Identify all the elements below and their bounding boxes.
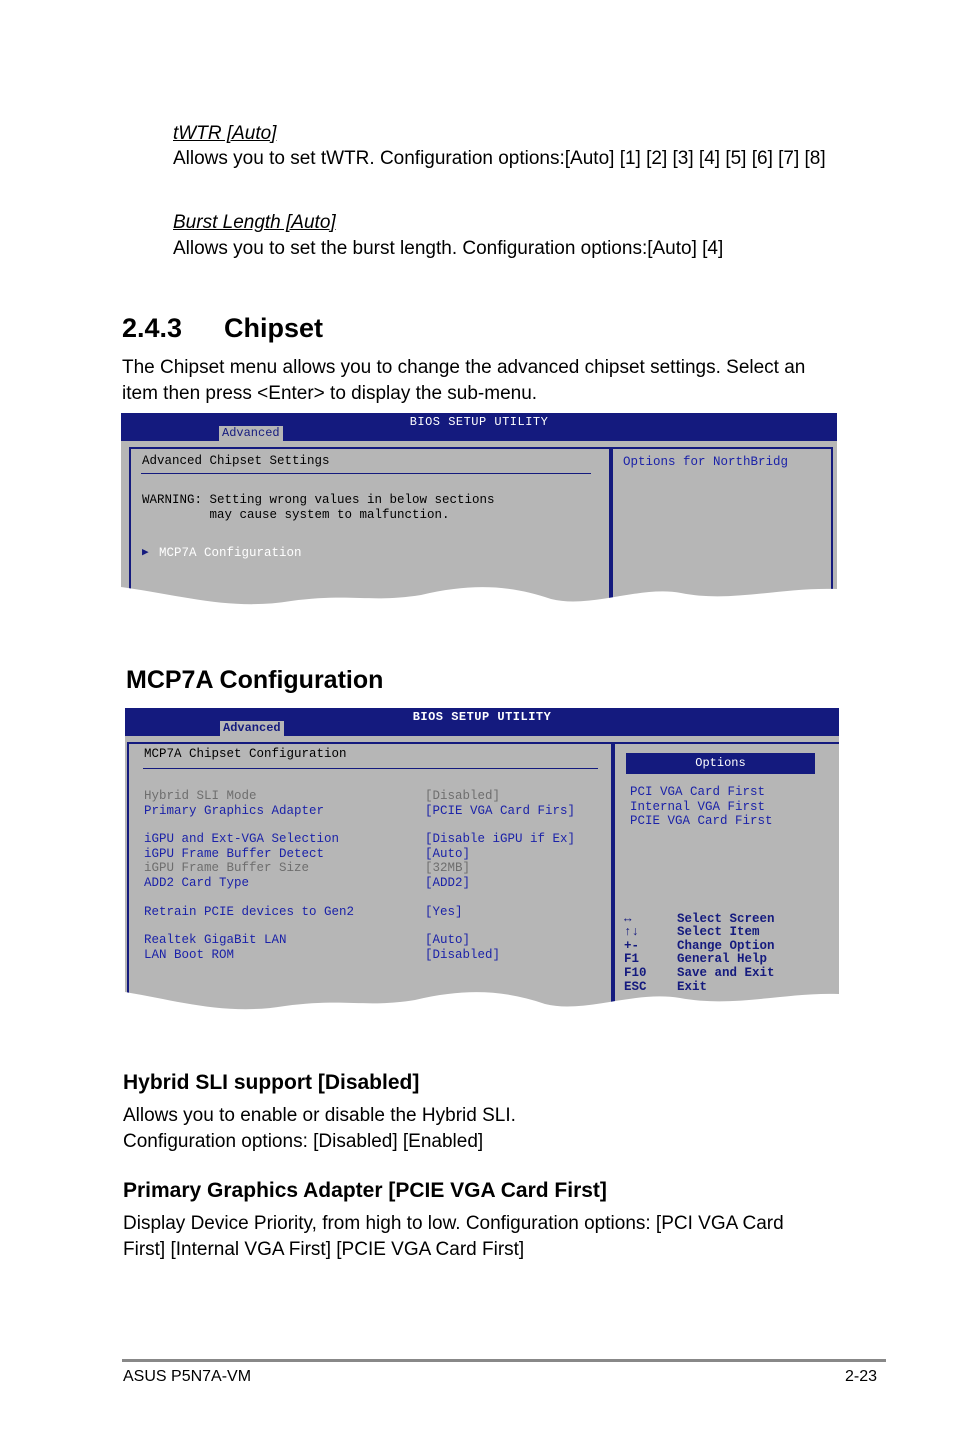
bios-screen-chipset [121,413,837,613]
option-pci-vga[interactable]: PCI VGA Card First [630,785,766,799]
param-primary-graphics-line1: Display Device Priority, from high to low. Configuration options: [PCI VGA Card [123,1213,784,1234]
key-select-screen-label: Select Screen [677,912,775,926]
key-change-option: +- [624,939,640,953]
mcp7a-heading: MCP7A Configuration [126,666,384,694]
param-primary-graphics-line2: First] [Internal VGA First] [PCIE VGA Card First] [123,1239,525,1260]
param-hybrid-sli-title: Hybrid SLI support [Disabled] [123,1071,420,1094]
footer-model: ASUS P5N7A-VM [123,1368,252,1385]
setting-value-add2-card[interactable]: [ADD2] [425,876,471,890]
burst-length-title: Burst Length [Auto] [173,212,336,233]
twtr-title: tWTR [Auto] [173,123,277,144]
burst-length-description: Allows you to set the burst length. Configuration options:[Auto] [4] [173,238,724,259]
option-pcie-vga[interactable]: PCIE VGA Card First [630,814,773,828]
key-save-exit-label: Save and Exit [677,966,775,980]
torn-edge [125,982,839,1018]
setting-value-primary-graphics[interactable]: [PCIE VGA Card Firs] [425,804,576,818]
heading-divider [141,473,591,474]
key-change-option-label: Change Option [677,939,775,953]
key-general-help: F1 [624,952,640,966]
setting-label-add2-card[interactable]: ADD2 Card Type [144,876,250,890]
setting-label-retrain-pcie[interactable]: Retrain PCIE devices to Gen2 [144,905,355,919]
bios-screen-mcp7a [125,708,839,1018]
setting-value-lan-boot-rom[interactable]: [Disabled] [425,948,501,962]
help-text: Options for NorthBridg [623,455,789,469]
param-hybrid-sli-line1: Allows you to enable or disable the Hybrid SLI. [123,1105,516,1126]
key-select-item-label: Select Item [677,925,760,939]
setting-value-realtek-lan[interactable]: [Auto] [425,933,471,947]
setting-label-hybrid-sli: Hybrid SLI Mode [144,789,257,803]
setting-label-lan-boot-rom[interactable]: LAN Boot ROM [144,948,235,962]
submenu-item-mcp7a[interactable]: MCP7A Configuration [159,546,302,560]
section-title: Chipset [224,313,324,343]
bios-title: BIOS SETUP UTILITY [412,710,552,724]
key-save-exit: F10 [624,966,647,980]
setting-value-frame-buffer-detect[interactable]: [Auto] [425,847,471,861]
submenu-arrow-icon: ▶ [142,547,149,559]
bios-title-bar [121,413,837,441]
bios-panel-heading: MCP7A Chipset Configuration [144,747,347,761]
section-number: 2.4.3 [122,313,183,343]
options-popup-title: Options [626,753,815,774]
setting-value-frame-buffer-size: [32MB] [425,861,471,875]
bios-title: BIOS SETUP UTILITY [409,415,549,429]
setting-label-frame-buffer-detect[interactable]: iGPU Frame Buffer Detect [144,847,325,861]
twtr-description: Allows you to set tWTR. Configuration options:[Auto] [1] [2] [3] [4] [5] [6] [7] [8] [173,148,826,169]
bios-panel-heading: Advanced Chipset Settings [142,454,330,468]
warning-line-2: may cause system to malfunction. [142,508,450,522]
torn-edge [121,573,837,613]
param-primary-graphics-title: Primary Graphics Adapter [PCIE VGA Card First] [123,1179,607,1202]
heading-divider [143,768,598,769]
setting-label-igpu-selection[interactable]: iGPU and Ext-VGA Selection [144,832,340,846]
footer-page-number: 2-23 [845,1368,878,1385]
setting-label-primary-graphics[interactable]: Primary Graphics Adapter [144,804,325,818]
key-select-item: ↑↓ [624,925,640,939]
setting-label-realtek-lan[interactable]: Realtek GigaBit LAN [144,933,287,947]
option-internal-vga[interactable]: Internal VGA First [630,800,766,814]
tab-advanced[interactable]: Advanced [220,721,284,736]
param-hybrid-sli-line2: Configuration options: [Disabled] [Enabled] [123,1131,484,1152]
setting-value-hybrid-sli: [Disabled] [425,789,501,803]
key-select-screen: ↔ [624,912,632,926]
warning-line-1: WARNING: Setting wrong values in below sections [142,493,495,507]
key-exit-label: Exit [677,980,708,994]
setting-label-frame-buffer-size: iGPU Frame Buffer Size [144,861,310,875]
footer-divider [122,1359,886,1362]
key-exit: ESC [624,980,647,994]
section-description: The Chipset menu allows you to change the advanced chipset settings. Select an item then press <Enter> to display the sub-menu. [122,357,806,404]
setting-value-igpu-selection[interactable]: [Disable iGPU if Ex] [425,832,576,846]
key-general-help-label: General Help [677,952,768,966]
bios-title-bar [125,708,839,736]
setting-value-retrain-pcie[interactable]: [Yes] [425,905,463,919]
tab-advanced[interactable]: Advanced [219,426,283,441]
